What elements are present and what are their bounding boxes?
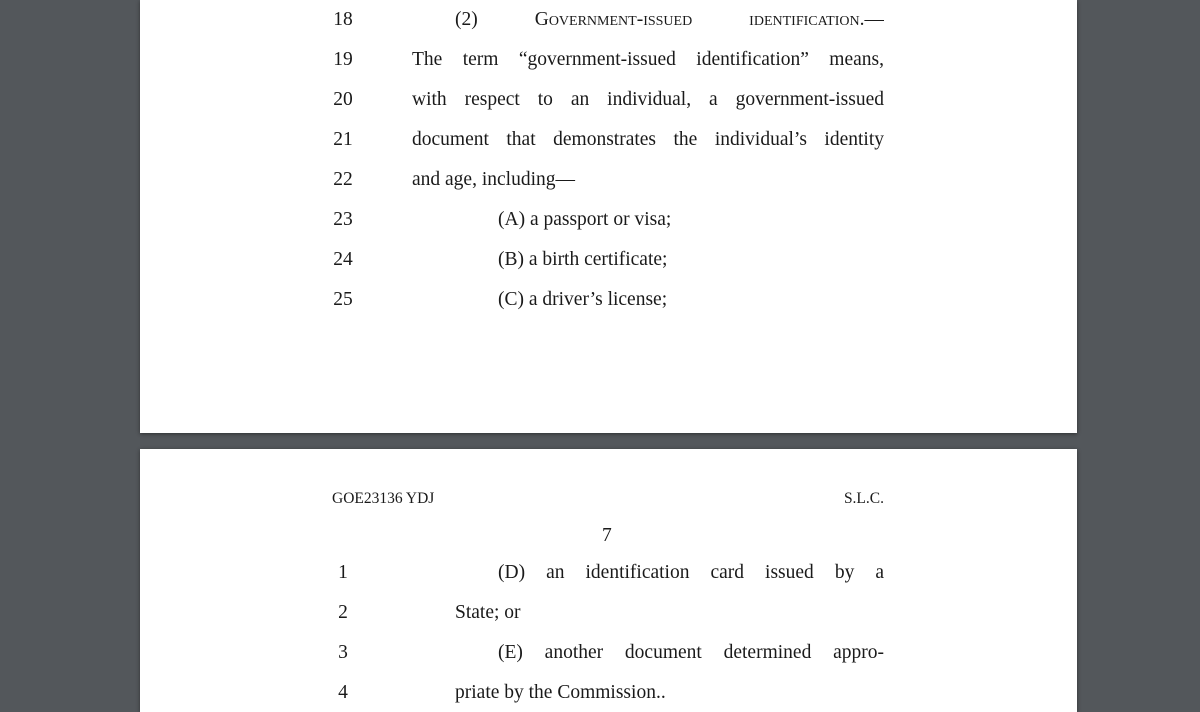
line-text: (E) another document determined appro-: [498, 642, 884, 663]
line-number: 18: [333, 9, 353, 30]
heading-dash: .—: [859, 9, 884, 30]
line-number: 2: [338, 602, 348, 623]
line-text: (C) a driver’s license;: [498, 289, 668, 310]
document-id-header: GOE23136 YDJ: [332, 490, 435, 507]
document-page-7: [140, 449, 1077, 712]
line-text: The term “government-issued identification” means,: [412, 49, 884, 70]
line-21: [140, 120, 1077, 160]
line-2: [140, 593, 1077, 633]
line-23: [140, 200, 1077, 240]
line-number: 25: [333, 289, 353, 310]
line-number: 1: [338, 562, 348, 583]
slc-header: S.L.C.: [843, 490, 884, 507]
line-1: [140, 553, 1077, 593]
line-text: (A) a passport or visa;: [498, 209, 672, 230]
line-number: 3: [338, 642, 348, 663]
line-20: [140, 80, 1077, 120]
line-25: [140, 280, 1077, 320]
paragraph-designation: (2): [455, 9, 535, 30]
line-text: document that demonstrates the individual’s identity: [412, 129, 884, 150]
line-text: (D) an identification card issued by a: [498, 562, 884, 583]
line-18: [140, 0, 1077, 40]
line-text: (B) a birth certificate;: [498, 249, 668, 270]
line-number: 4: [338, 682, 348, 703]
page-number-text: 7: [602, 525, 612, 546]
line-number: 23: [333, 209, 353, 230]
line-number: 22: [333, 169, 353, 190]
line-number: 19: [333, 49, 353, 70]
line-text: priate by the Commission..: [455, 682, 666, 703]
line-3: [140, 633, 1077, 673]
line-24: [140, 240, 1077, 280]
line-22: [140, 160, 1077, 200]
document-page-6: [140, 0, 1077, 433]
line-number: 21: [333, 129, 353, 150]
line-number: 24: [333, 249, 353, 270]
line-text: [455, 0, 884, 40]
line-text: State; or: [455, 602, 521, 623]
line-text: and age, including—: [412, 169, 575, 190]
line-4: [140, 673, 1077, 712]
line-number: 20: [333, 89, 353, 110]
line-text: with respect to an individual, a government-issued: [412, 89, 884, 110]
term-heading: Government-issued identification: [534, 9, 860, 30]
line-19: [140, 40, 1077, 80]
